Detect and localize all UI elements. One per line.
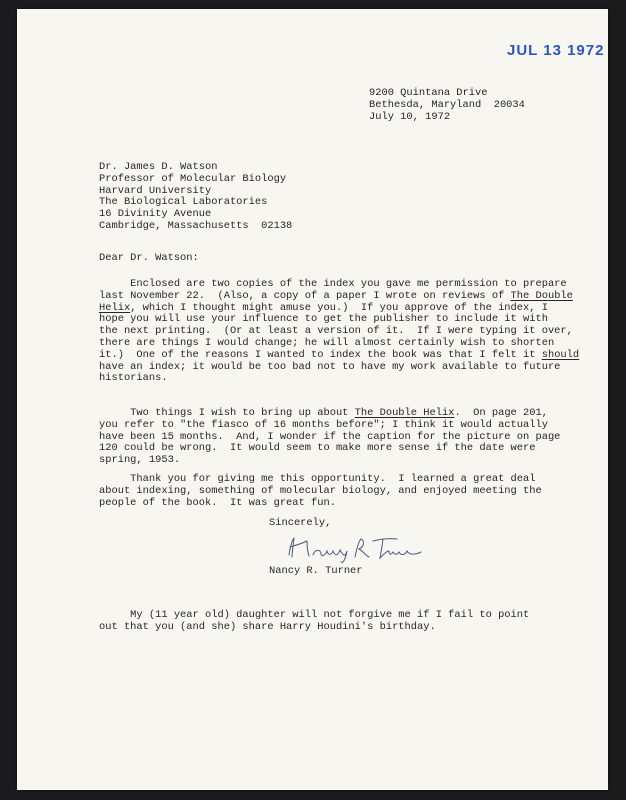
paragraph-1 [99, 279, 579, 385]
recipient-address [99, 162, 292, 233]
paragraph-2 [99, 408, 560, 467]
p2-line: you refer to "the fiasco of 16 months before"; I think it would actually [99, 418, 548, 431]
closing: Sincerely, [269, 517, 332, 529]
p1-text: last November 22. (Also, a copy of a paper I wrote on reviews of [99, 289, 511, 302]
sender-address [369, 88, 525, 123]
sender-city: Bethesda, Maryland 20034 [369, 98, 525, 111]
p1-line: Enclosed are two copies of the index you gave me permission to prepare [99, 278, 567, 290]
book-title-underlined: The Double [510, 289, 573, 302]
paragraph-3 [99, 474, 542, 509]
sender-street: 9200 Quintana Drive [369, 87, 488, 99]
ps-line: out that you (and she) share Harry Houdini's birthday. [99, 620, 436, 633]
p3-line: about indexing, something of molecular biology, and enjoyed meeting the [99, 484, 542, 497]
p2-text: Two things I wish to bring up about [99, 407, 355, 419]
letter-page [17, 9, 608, 790]
received-date-stamp: JUL 13 1972 [507, 42, 605, 59]
p2-line: spring, 1953. [99, 454, 181, 467]
p3-line: people of the book. It was great fun. [99, 496, 336, 509]
recipient-line: Professor of Molecular Biology [99, 172, 287, 185]
recipient-line: The Biological Laboratories [99, 196, 268, 209]
p1-text: , which I thought might amuse you.) If you approve of the index, I [130, 301, 548, 314]
recipient-line: Harvard University [99, 184, 212, 197]
emphasis-underlined: should [541, 348, 580, 361]
book-title-underlined: Helix [99, 301, 131, 314]
p2-line: have been 15 months. And, I wonder if the caption for the picture on page [99, 430, 561, 443]
signer-name: Nancy R. Turner [269, 565, 363, 577]
p1-text: it.) One of the reasons I wanted to index the book was that I felt it [99, 348, 542, 361]
p1-line: historians. [99, 372, 168, 385]
handwritten-signature [285, 533, 425, 563]
book-title-underlined: The Double Helix [354, 407, 455, 419]
recipient-line: 16 Divinity Avenue [99, 208, 212, 221]
p1-line: there are things I would change; he will almost certainly wish to shorten [99, 336, 555, 349]
p3-line: Thank you for giving me this opportunity. I learned a great deal [99, 473, 536, 485]
p1-line [99, 350, 579, 362]
letter-date: July 10, 1972 [369, 110, 451, 123]
p2-line: 120 could be wrong. It would seem to make more sense if the date were [99, 442, 536, 455]
p1-line: the next printing. (Or at least a version of it. If I were typing it over, [99, 325, 573, 338]
salutation: Dear Dr. Watson: [99, 252, 199, 264]
p2-text: . On page 201, [454, 407, 548, 419]
postscript [99, 610, 529, 634]
recipient-line: Dr. James D. Watson [99, 161, 218, 173]
ps-line: My (11 year old) daughter will not forgive me if I fail to point [99, 609, 530, 621]
p1-line: have an index; it would be too bad not to have my work available to future [99, 360, 561, 373]
p1-line: hope you will use your influence to get the publisher to include it with [99, 313, 548, 326]
recipient-line: Cambridge, Massachusetts 02138 [99, 219, 293, 232]
